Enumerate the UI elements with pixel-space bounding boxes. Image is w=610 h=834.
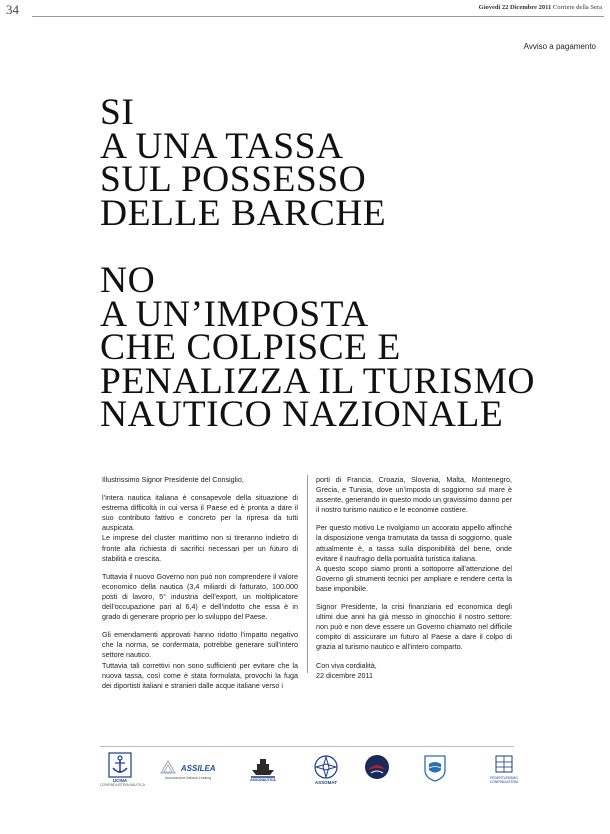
shield-logo bbox=[420, 754, 450, 782]
assilea-logo bbox=[156, 758, 220, 780]
headline-line: PENALIZZA IL TURISMO bbox=[100, 360, 535, 402]
headline-line: A UN’IMPOSTA bbox=[100, 293, 369, 335]
anchor-icon bbox=[108, 752, 132, 778]
header-divider bbox=[32, 16, 604, 17]
wave-emblem-icon bbox=[364, 754, 390, 780]
letter-paragraph: A questo scopo siamo pronti a sottoporre all’attenzione del Governo gli strumenti tecnici per ampliare e rendere certa la base imponibile. bbox=[316, 563, 512, 593]
ucina-subtitle: CONFINDUSTRIA NAUTICA bbox=[100, 783, 145, 787]
ad-label: Avviso a pagamento bbox=[523, 42, 596, 51]
shield-icon bbox=[423, 754, 447, 782]
letter-paragraph: Tuttavia tali correttivi non sono sufficienti per evitare che la nuova tassa, così come è stata formulata, provochi la fuga dei diportisti italiani e stranieri dalle acque italiane verso i bbox=[102, 660, 298, 690]
federturismo-mark-icon bbox=[491, 754, 517, 776]
assonautica-logo bbox=[240, 756, 286, 782]
headline-line: DELLE BARCHE bbox=[100, 192, 387, 234]
red-circle-logo bbox=[362, 754, 392, 780]
ucina-name: UCINA bbox=[112, 778, 128, 783]
ucina-logo bbox=[100, 752, 145, 787]
assonautica-name: ASSONAUTICA bbox=[250, 778, 276, 782]
compass-rose-icon bbox=[313, 754, 339, 780]
letter-left-column bbox=[102, 475, 298, 699]
newspaper-name: Corriere della Sera bbox=[552, 4, 602, 11]
headline-line: SI bbox=[100, 92, 135, 133]
assilea-subtitle: Associazione Italiana Leasing bbox=[164, 776, 212, 780]
letter-right-column bbox=[316, 475, 512, 689]
page-header bbox=[479, 4, 602, 11]
sponsor-logos bbox=[100, 752, 530, 812]
letter-closing: Con viva cordialità, bbox=[316, 660, 377, 670]
federturismo-name: FEDERTURISMO bbox=[490, 776, 518, 780]
letter-paragraph: Tuttavia il nuovo Governo non può non comprendere il valore economico della nautica (3,4 miliardi di fatturato, 100.000 posti di lavoro, 5° industria dell’export, un moltiplicatore dell’occupazione pari al 6,4) e dell’indotto che essa è in grado di generare proprio per lo sviluppo del Paese. bbox=[102, 571, 298, 622]
letter-date: 22 dicembre 2011 bbox=[316, 670, 374, 680]
column-divider bbox=[307, 475, 308, 673]
assilea-mark-icon bbox=[160, 760, 176, 774]
logos-divider bbox=[100, 746, 514, 747]
headline-line: SUL POSSESSO bbox=[100, 159, 367, 200]
letter-paragraph: Per questo motivo Le rivolgiamo un accorato appello affinché la disposizione venga tramutata da tassa di soggiorno, quale attualmente è, a tassa sulla disponibilità del bene, onde evitare il naufragio della portualità turistica italiana. bbox=[316, 523, 512, 563]
ship-icon bbox=[248, 756, 278, 778]
letter-paragraph: Gli emendamenti approvati hanno ridotto l’impatto negativo che la norma, se confermata, potrebbe generare sull’intero settore nautico. bbox=[102, 630, 298, 660]
letter-paragraph: l’intera nautica italiana è consapevole della situazione di estrema difficoltà in cui versa il Paese ed è pronta a dare il suo contributo fattivo e concreto per la ripresa da tutti auspicata. bbox=[102, 493, 298, 533]
letter-paragraph: porti di Francia, Croazia, Slovenia, Malta, Montenegro, Grecia, e Tunisia, dove un’imposta di soggiorno sul mare è assente, generando in questo modo un gravissimo danno per il nostro turismo nautico e le economie costiere. bbox=[316, 475, 512, 515]
federturismo-subtitle: CONFINDUSTRIA bbox=[489, 780, 519, 784]
letter-paragraph: Le imprese del cluster marittimo non si tireranno indietro di fronte alla richiesta di sacrifici necessari per un futuro di stabilità e crescita. bbox=[102, 533, 298, 563]
assilea-name: ASSILEA bbox=[180, 764, 216, 773]
headline-line: A UNA TASSA bbox=[100, 125, 344, 167]
issue-date: Giovedì 22 Dicembre 2011 bbox=[478, 4, 552, 11]
headline bbox=[100, 92, 570, 435]
headline-line: NAUTICO NAZIONALE bbox=[100, 394, 504, 435]
assomat-logo bbox=[306, 754, 346, 785]
federturismo-logo bbox=[478, 754, 530, 784]
headline-line: CHE COLPISCE E bbox=[100, 327, 401, 368]
headline-gap bbox=[100, 230, 570, 264]
headline-line: NO bbox=[100, 260, 156, 301]
letter-salutation: Illustrissimo Signor Presidente del Consiglio, bbox=[102, 475, 244, 484]
assomat-name: ASSOMAT bbox=[314, 780, 338, 785]
letter-paragraph: Signor Presidente, la crisi finanziaria ed economica degli ultimi due anni ha già messo in ginocchio il nostro settore: non può e non deve essere un Governo chiamato nel difficile compito di assicurare un futuro al Paese a dare il colpo di grazia al turismo nautico e all’intero comparto. bbox=[316, 602, 512, 652]
page-number: 34 bbox=[6, 2, 19, 17]
